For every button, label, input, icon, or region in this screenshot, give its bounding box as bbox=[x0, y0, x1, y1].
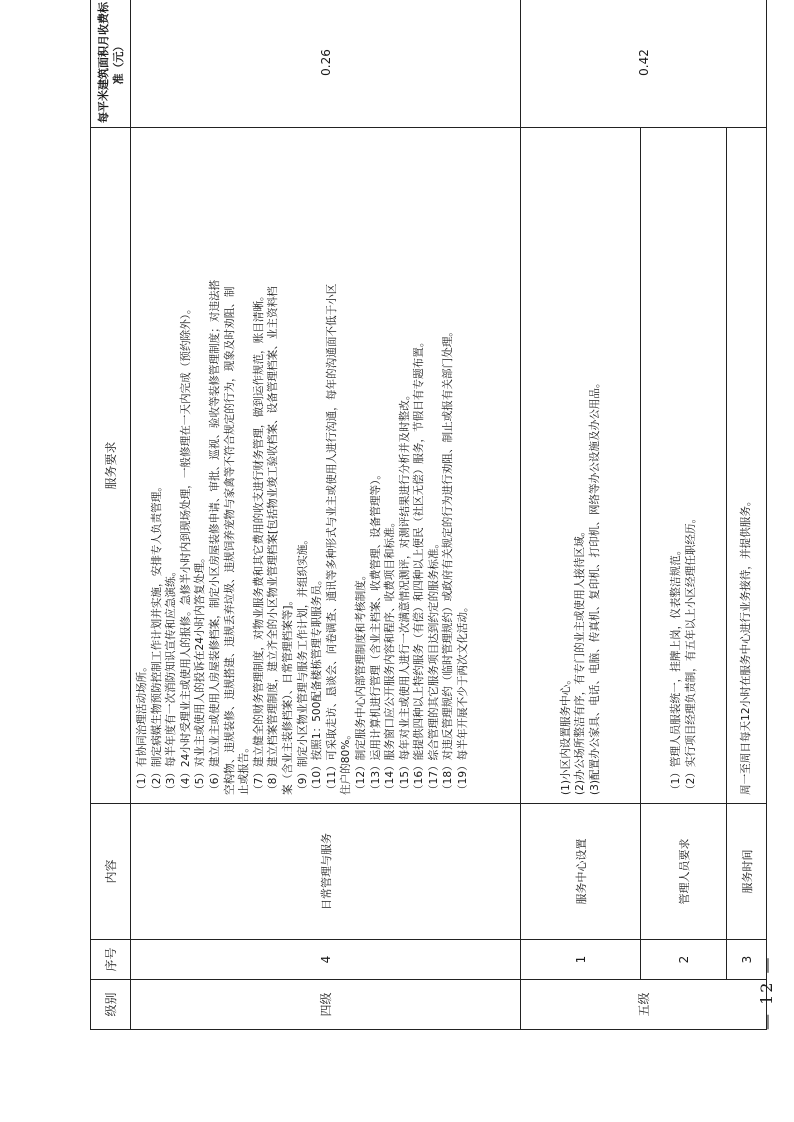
requirement-line: (2)办公场所整洁有序，有专门的业主或使用人接待区域。 bbox=[574, 525, 587, 795]
requirement-line: 案（含业主装修档案）、日常管理档案等]。 bbox=[281, 594, 294, 795]
requirement-line: （2）实行项目经理负责制，有五年以上小区经理任职经历。 bbox=[684, 512, 697, 795]
requirement-line: （3）每半年度有一次消防知识宣传和应急演练。 bbox=[165, 565, 178, 795]
requirement-line: （2）制定病媒生物预防控制工作计划并实施，安排专人负责管理。 bbox=[150, 481, 163, 795]
requirement-line: （6）建立业主或使用人房屋装修档案，制定小区房屋装修申请、审批、巡视、验收等装修管理制度；对违法搭 bbox=[208, 279, 221, 795]
service-standard-table bbox=[90, 0, 767, 1030]
table-row bbox=[727, 0, 767, 1030]
header-level: 级别 bbox=[91, 980, 131, 1030]
header-requirement: 服务要求 bbox=[91, 128, 131, 804]
seq-cell: 1 bbox=[521, 940, 641, 980]
requirement-cell bbox=[641, 128, 727, 804]
table-row bbox=[131, 0, 521, 1030]
requirement-line: 住户的80%。 bbox=[340, 729, 353, 795]
requirement-line: （10）按照1：500配备楼栋管理专职服务员。 bbox=[311, 574, 324, 795]
requirement-cell bbox=[727, 128, 767, 804]
content-cell: 日常管理与服务 bbox=[131, 804, 521, 940]
seq-cell: 2 bbox=[641, 940, 727, 980]
standard-cell: 0.26 bbox=[131, 0, 521, 128]
requirement-cell bbox=[131, 128, 521, 804]
requirement-line: （4）24小时受理业主或使用人的报修。急修半小时内到现场处理，一般修理在一天内完成（预约除外）。 bbox=[179, 303, 192, 795]
header-standard: 每平米建筑面积月收费标准（元） bbox=[91, 0, 131, 128]
table-row bbox=[641, 0, 727, 1030]
header-content: 内容 bbox=[91, 804, 131, 940]
level-cell: 五级 bbox=[521, 980, 767, 1030]
requirement-line: （1）有协同治理活动场所。 bbox=[136, 661, 148, 795]
requirement-line: （9）制定小区物业管理与服务工作计划，并组织实施。 bbox=[296, 534, 309, 795]
requirement-line: 周一至周日每天12小时在服务中心进行业务接待，并提供服务。 bbox=[740, 495, 753, 795]
standard-cell: 0.42 bbox=[521, 0, 767, 128]
requirement-line: （19）每半年开展不少于两次文化活动。 bbox=[457, 601, 470, 795]
content-cell: 服务中心设置 bbox=[521, 804, 641, 940]
seq-cell: 4 bbox=[131, 940, 521, 980]
requirement-line: （12）制定服务中心内部管理制度和考核制度。 bbox=[354, 569, 367, 795]
requirement-line: （7）建立健全的财务管理制度，对物业服务费和其它费用的收支进行财务管理，做到运作规范，账目清晰。 bbox=[252, 290, 265, 795]
content-cell: 服务时间 bbox=[727, 804, 767, 940]
requirement-line: （18）对违反管理规约（临时管理规约）或政府有关规定的行为进行劝阻、制止或报有关部门处理。 bbox=[442, 325, 455, 795]
requirement-line: 止或报告。 bbox=[238, 742, 251, 795]
requirement-line: （16）能提供四种以上特约服务（有偿）和四种以上便民（社区无偿）服务，节假日有专题布置。 bbox=[413, 336, 426, 795]
requirement-line: （13）运用计算机进行管理（含业主档案、收费管理、设备管理等）。 bbox=[369, 469, 382, 795]
level-cell: 四级 bbox=[131, 980, 521, 1030]
page-number: — 12 — bbox=[757, 955, 776, 1030]
header-seq: 序号 bbox=[91, 940, 131, 980]
seq-cell: 3 bbox=[727, 940, 767, 980]
requirement-line: （8）建立档案管理制度，建立齐全的小区物业管理档案[包括物业竣工验收档案、设备管理档案、业主资料档 bbox=[267, 286, 280, 795]
requirement-line: （15）每年对业主或使用人进行一次满意情况测评，对测评结果进行分析并及时整改。 bbox=[398, 389, 411, 795]
requirement-line: （5）对业主或使用人的投诉在24小时内答复处理。 bbox=[194, 552, 207, 795]
requirement-line: （1）管理人员服装统一，挂牌上岗，仪表整洁规范。 bbox=[669, 544, 682, 795]
table-header-row bbox=[91, 0, 131, 1030]
requirement-line: （11）可采取走访、恳谈会、问卷调查、通讯等多种形式与业主或使用人进行沟通，每年的沟通面不低于小区 bbox=[325, 283, 338, 795]
requirement-line: 空构物、违规装修、违规搭建、违规丢弃垃圾、违规饲养宠物与家禽等不符合规定的行为，现象及时劝阻、制 bbox=[223, 286, 236, 795]
table-row bbox=[521, 0, 641, 1030]
requirement-cell bbox=[521, 128, 641, 804]
content-cell: 管理人员要求 bbox=[641, 804, 727, 940]
requirement-line: (3)配置办公家具、电话、电脑、传真机、复印机、打印机、网络等办公设施及办公用品。 bbox=[588, 377, 601, 795]
requirement-line: (1)小区内设置服务中心。 bbox=[559, 674, 572, 795]
requirement-line: （14）服务窗口应公开服务内容和程序、收费项目和标准。 bbox=[384, 516, 397, 795]
requirement-line: （17）综合管理的其它服务项目达到约定的服务标准。 bbox=[427, 537, 440, 795]
